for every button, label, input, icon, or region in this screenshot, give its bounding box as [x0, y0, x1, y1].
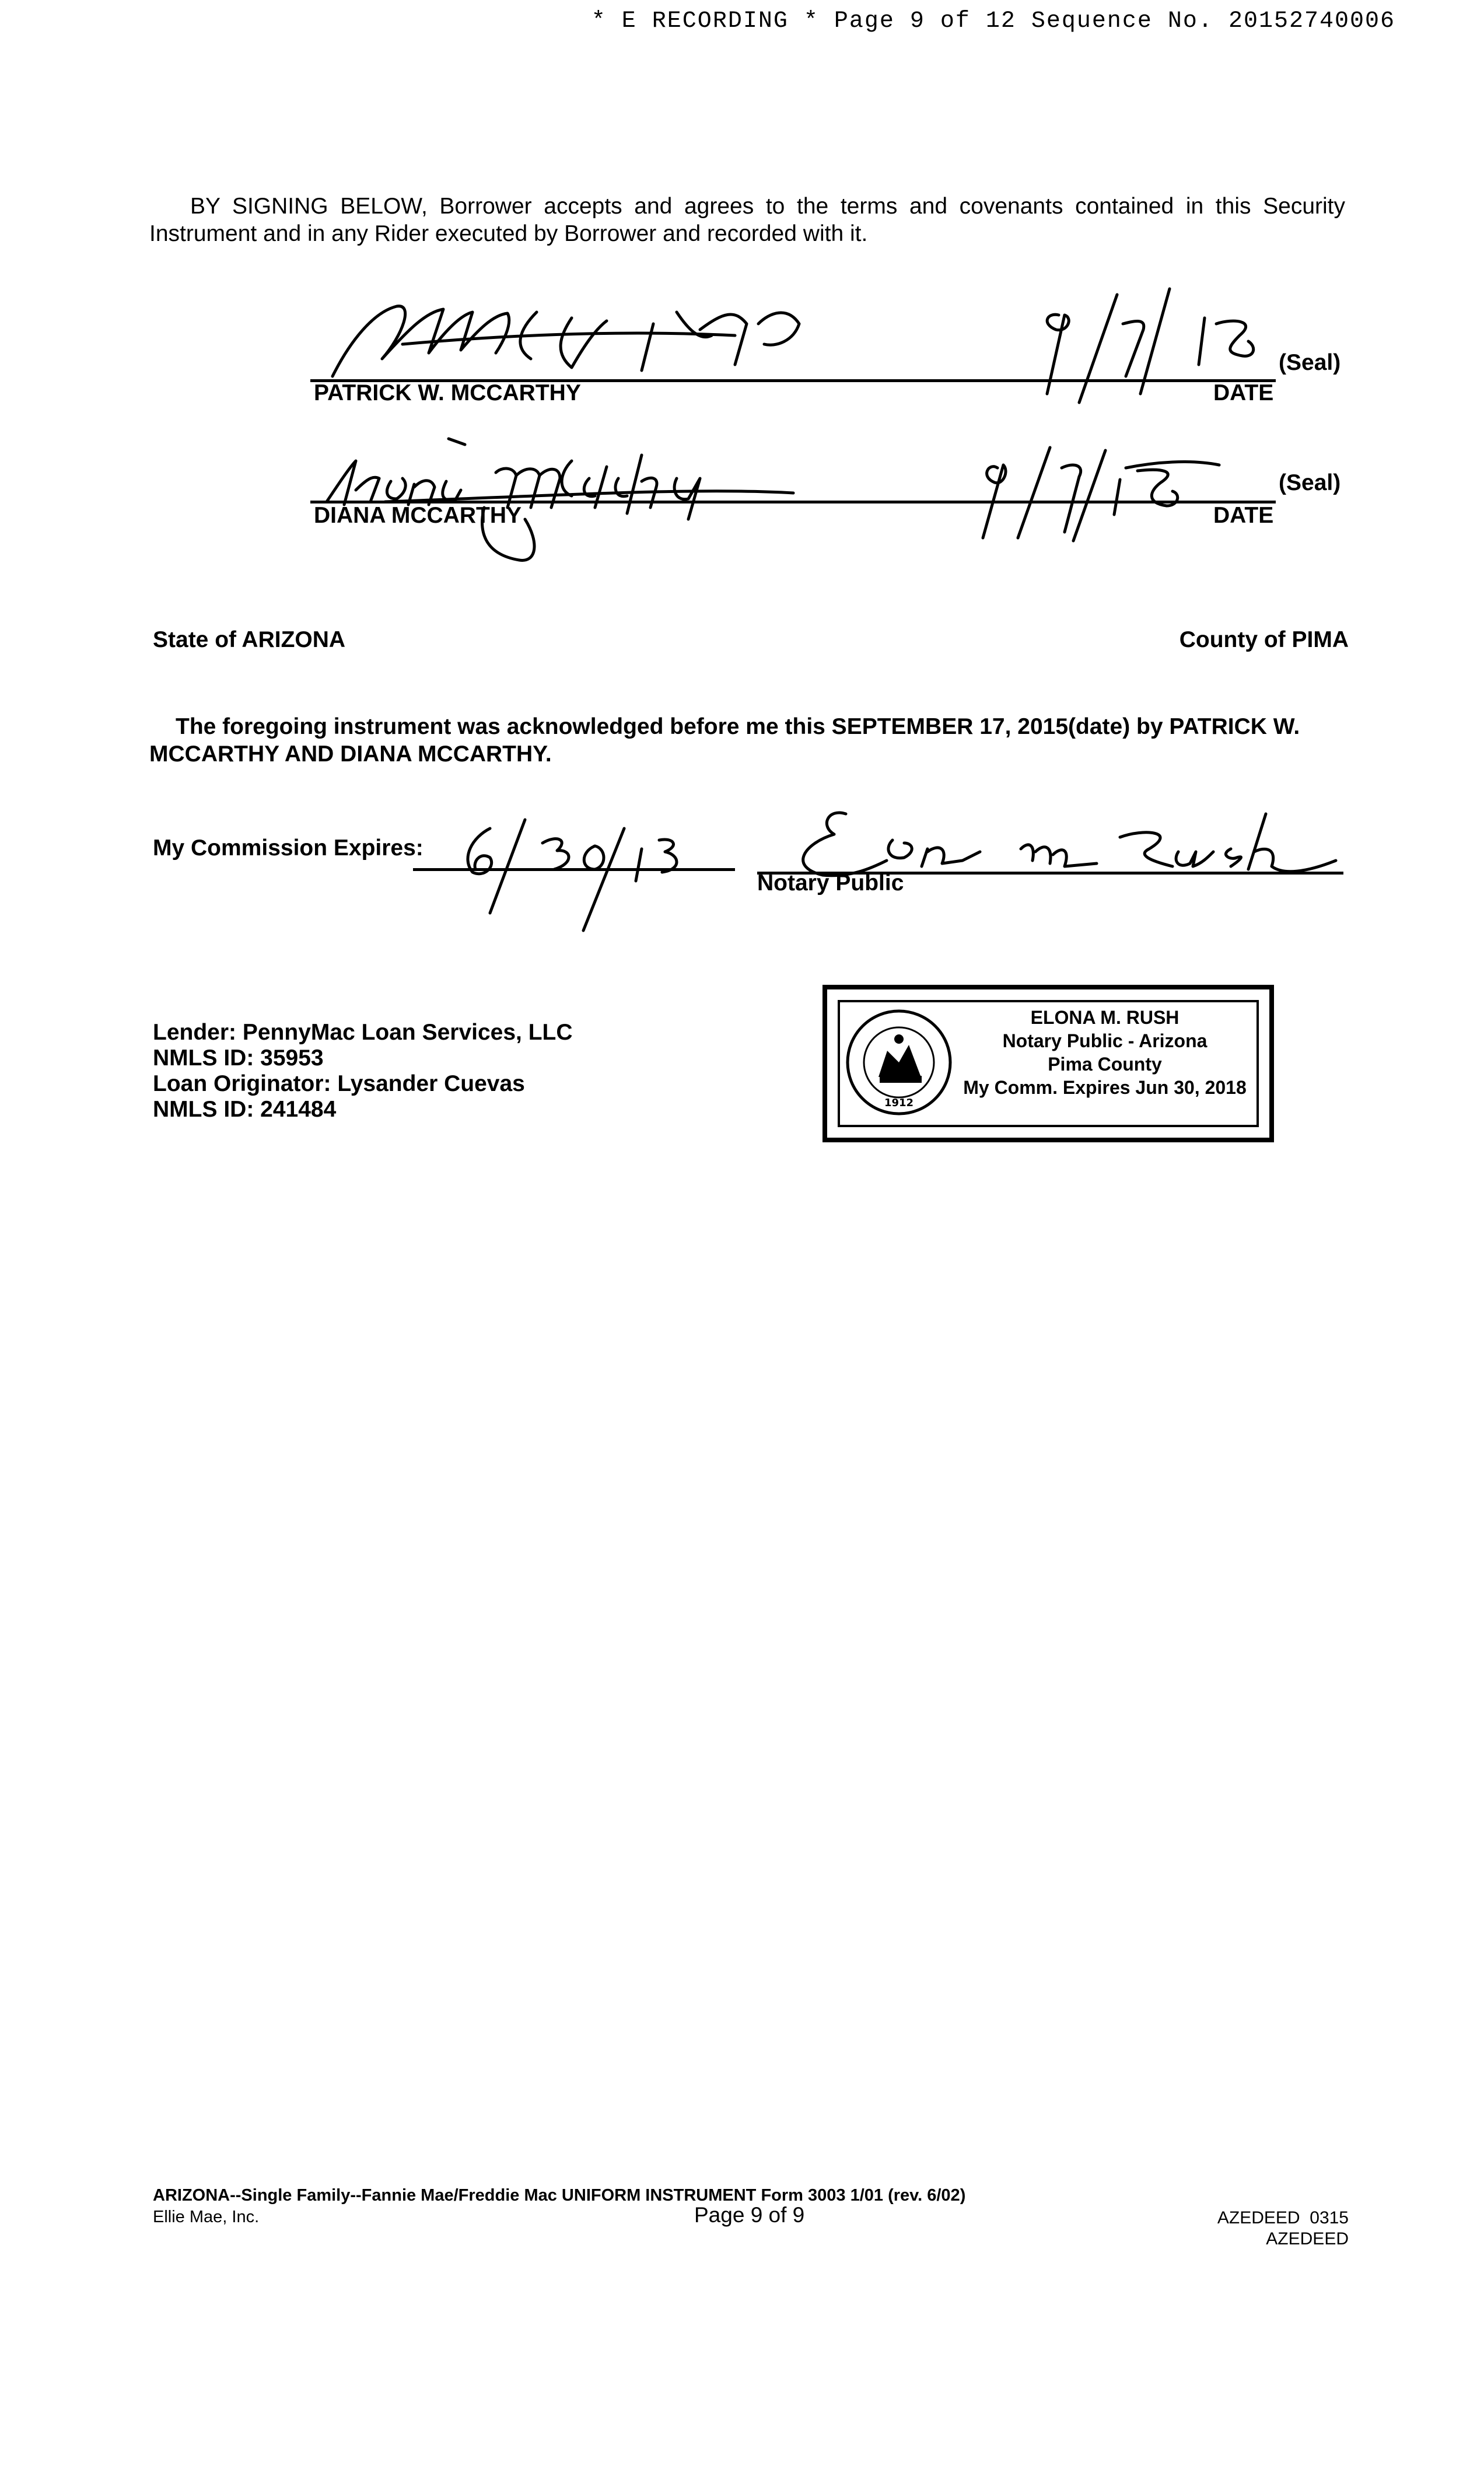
stamp-notary-title: Notary Public - Arizona: [1002, 1030, 1208, 1051]
footer-code-1: AZEDEED 0315: [1217, 2208, 1349, 2227]
signer-name-2: DIANA MCCARTHY: [314, 503, 522, 528]
acknowledgment-text: The foregoing instrument was acknowledged before me this SEPTEMBER 17, 2015(date) by PATRICK W. MCCARTHY AND DIANA MCCARTHY.: [149, 714, 1300, 767]
seal-label-1: (Seal): [1279, 350, 1341, 375]
date-label-2: DATE: [1213, 503, 1274, 528]
stamp-notary-name: ELONA M. RUSH: [1030, 1007, 1180, 1028]
date-label-1: DATE: [1213, 380, 1274, 405]
footer-page-number: Page 9 of 9: [694, 2203, 805, 2227]
commission-expires-label: My Commission Expires:: [153, 835, 424, 861]
notary-stamp: [822, 985, 1274, 1142]
lender-line: Lender: PennyMac Loan Services, LLC: [153, 1020, 573, 1045]
svg-text:1912: 1912: [884, 1097, 914, 1109]
stamp-text: [944, 1006, 1266, 1099]
lender-nmls-line: NMLS ID: 35953: [153, 1045, 324, 1071]
county-label: County of PIMA: [1179, 627, 1349, 652]
footer-company: Ellie Mae, Inc.: [153, 2208, 260, 2226]
signer-name-1: PATRICK W. MCCARTHY: [314, 380, 581, 405]
intro-text: BY SIGNING BELOW, Borrower accepts and agrees to the terms and covenants contained in this Security Instrument and in any Rider executed by Borrower and recorded with it.: [149, 194, 1345, 246]
handwritten-date-2: [968, 445, 1219, 544]
handwritten-commission-date: [449, 817, 694, 939]
recording-header: * E RECORDING * Page 9 of 12 Sequence No. 20152740006: [591, 8, 1395, 34]
stamp-expiration: My Comm. Expires Jun 30, 2018: [963, 1077, 1247, 1098]
signature-patrick-mccarthy: [327, 289, 887, 385]
notary-public-label: Notary Public: [757, 870, 904, 896]
footer-code-2: AZEDEED: [1266, 2229, 1349, 2248]
borrower-acceptance-paragraph: [149, 193, 1345, 247]
footer-form-title: ARIZONA--Single Family--Fannie Mae/Freddie Mac UNIFORM INSTRUMENT Form 3003 1/01 (rev. 6/02): [153, 2186, 966, 2205]
acknowledgment-paragraph: [149, 713, 1345, 768]
footer-codes: [1217, 2208, 1349, 2250]
stamp-county: Pima County: [1048, 1054, 1162, 1075]
stray-mark: [447, 436, 471, 448]
originator-nmls-line: NMLS ID: 241484: [153, 1097, 337, 1122]
loan-originator-line: Loan Originator: Lysander Cuevas: [153, 1071, 525, 1096]
lender-info: [153, 1020, 573, 1122]
seal-label-2: (Seal): [1279, 470, 1341, 495]
arizona-state-seal-icon: [844, 1007, 954, 1118]
state-label: State of ARIZONA: [153, 627, 346, 652]
